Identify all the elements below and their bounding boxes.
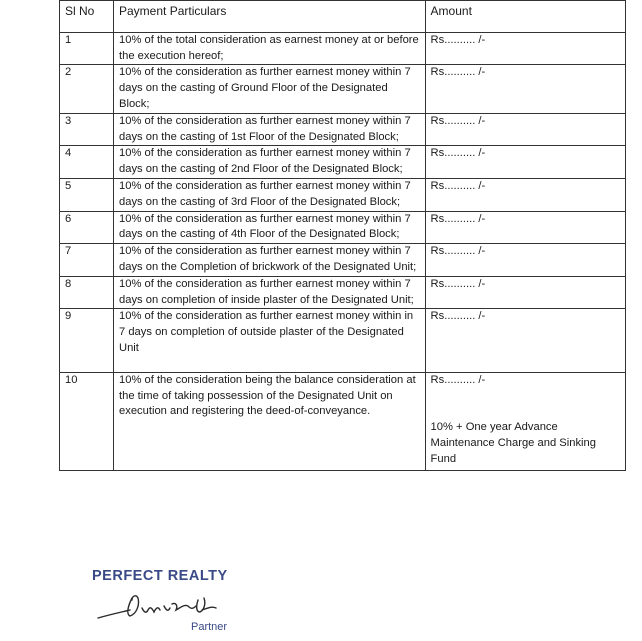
header-payment-particulars: Payment Particulars [114,1,426,33]
partner-label: Partner [191,621,228,633]
row-sl-no: 5 [60,178,114,211]
table-row [60,211,626,244]
amount-note: 10% + One year Advance Maintenance Charge and Sinking Fund [430,420,596,465]
table-row [60,372,626,470]
table-row [60,113,626,146]
row-particulars: 10% of the consideration as further earnest money within 7 days on the casting of 1st Floor of the Designated Block; [114,113,426,146]
row-particulars-text: 10% of the consideration as further earnest money within in 7 days on completion of outside plaster of the Designated Unit [119,310,414,354]
row-sl-no: 10 [60,372,114,470]
table-row [60,244,626,277]
row-particulars: 10% of the consideration as further earnest money within 7 days on the casting of Ground Floor of the Designated Block; [114,65,426,113]
signature-stroke [98,596,216,618]
row-amount: Rs.......... /- [425,65,625,113]
row-particulars [114,309,426,372]
row-particulars: 10% of the consideration as further earnest money within 7 days on the casting of 2nd Floor of the Designated Block; [114,146,426,179]
row-amount: Rs.......... /- [430,373,486,386]
table-row [60,309,626,372]
table-header-row [60,1,626,33]
row-amount: Rs.......... /- [425,309,625,372]
row-particulars: 10% of the total consideration as earnest money at or before the execution hereof; [114,32,426,65]
row-sl-no: 4 [60,146,114,179]
header-sl-no: Sl No [60,1,114,33]
row-sl-no: 7 [60,244,114,277]
row-sl-no: 1 [60,32,114,65]
payment-schedule-table [59,0,626,471]
row-amount: Rs.......... /- [425,32,625,65]
company-name: PERFECT REALTY [92,568,228,584]
row-particulars: 10% of the consideration as further earnest money within 7 days on the casting of 3rd Floor of the Designated Block; [114,178,426,211]
row-amount: Rs.......... /- [425,146,625,179]
table-row [60,146,626,179]
table-row [60,65,626,113]
row-particulars: 10% of the consideration as further earnest money within 7 days on completion of inside plaster of the Designated Unit; [114,276,426,309]
row-amount: Rs.......... /- [425,211,625,244]
row-amount: Rs.......... /- [425,113,625,146]
row-sl-no: 9 [60,309,114,372]
row-particulars: 10% of the consideration as further earnest money within 7 days on the casting of 4th Floor of the Designated Block; [114,211,426,244]
row-amount: Rs.......... /- [425,276,625,309]
row-amount-cell [425,372,625,470]
header-amount: Amount [425,1,625,33]
row-spacer [119,357,420,372]
row-sl-no: 3 [60,113,114,146]
row-amount: Rs.......... /- [425,244,625,277]
row-sl-no: 8 [60,276,114,309]
table-row [60,178,626,211]
row-sl-no: 2 [60,65,114,113]
company-stamp [92,566,252,638]
table-row [60,276,626,309]
row-particulars: 10% of the consideration being the balance consideration at the time of taking possession of the Designated Unit on execution and registering the deed-of-conveyance. [114,372,426,470]
row-sl-no: 6 [60,211,114,244]
partner-signature [92,584,252,624]
row-amount: Rs.......... /- [425,178,625,211]
row-particulars: 10% of the consideration as further earnest money within 7 days on the Completion of brickwork of the Designated Unit; [114,244,426,277]
table-row [60,32,626,65]
